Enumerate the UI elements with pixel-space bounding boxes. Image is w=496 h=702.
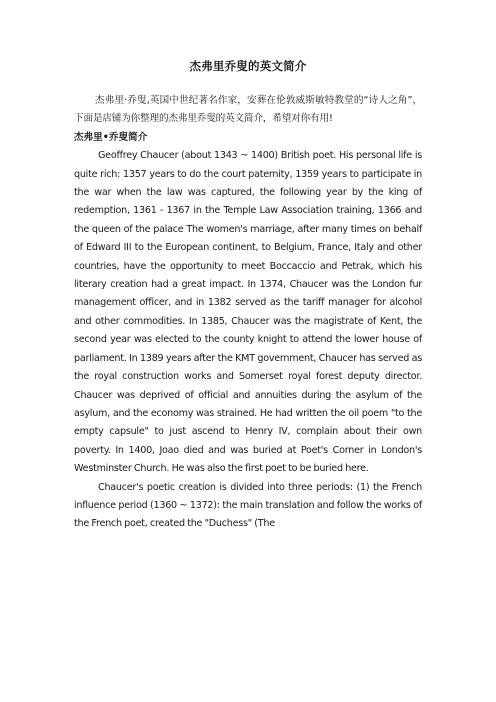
document-body: [74, 58, 422, 534]
biography-paragraph: Geoffrey Chaucer (about 1343 ~ 1400) British poet. His personal life is quite rich: 1357 years to do the court paternity, 1359 years to participate in the war when the law was captured, the following year by the king of redemption, 1361 - 1367 in the Temple Law Association training, 1366 and the queen of the palace The women's marriage, after many times on behalf of Edward III to the European continent, to Belgium, France, Italy and other countries, have the opportunity to meet Boccaccio and Petrak, which his literary creation had a great impact. In 1374, Chaucer was the London fur management officer, and in 1382 served as the tariff manager for alcohol and other commodities. In 1385, Chaucer was the magistrate of Kent, the second year was elected to the county knight to attend the lower house of parliament. In 1389 years after the KMT government, Chaucer has served as the royal construction works and Somerset royal forest deputy director. Chaucer was deprived of official and annuities during the asylum of the asylum, and the economy was strained. He had written the oil poem "to the empty capsule" to just ascend to Henry IV, complain about their own poverty. In 1400, Joao died and was buried at Poet's Corner in London's Westminster Church. He was also the first poet to be buried here.: [74, 150, 422, 475]
intro-paragraph: 杰弗里·乔叟,英国中世纪著名作家，安葬在伦敦威斯敏特教堂的“诗人之角”，下面是店铺为你整理的杰弗里乔叟的英文简介，希望对你有用!: [74, 95, 422, 125]
poetry-periods-paragraph: Chaucer's poetic creation is divided into three periods: (1) the French influence period (1360 ~ 1372): the main translation and follow the works of the French poet, created the "Duchess" (The: [74, 481, 422, 530]
section-heading: 杰弗里•乔叟简介: [74, 131, 148, 143]
document-title: 杰弗里乔叟的英文简介: [189, 59, 307, 73]
